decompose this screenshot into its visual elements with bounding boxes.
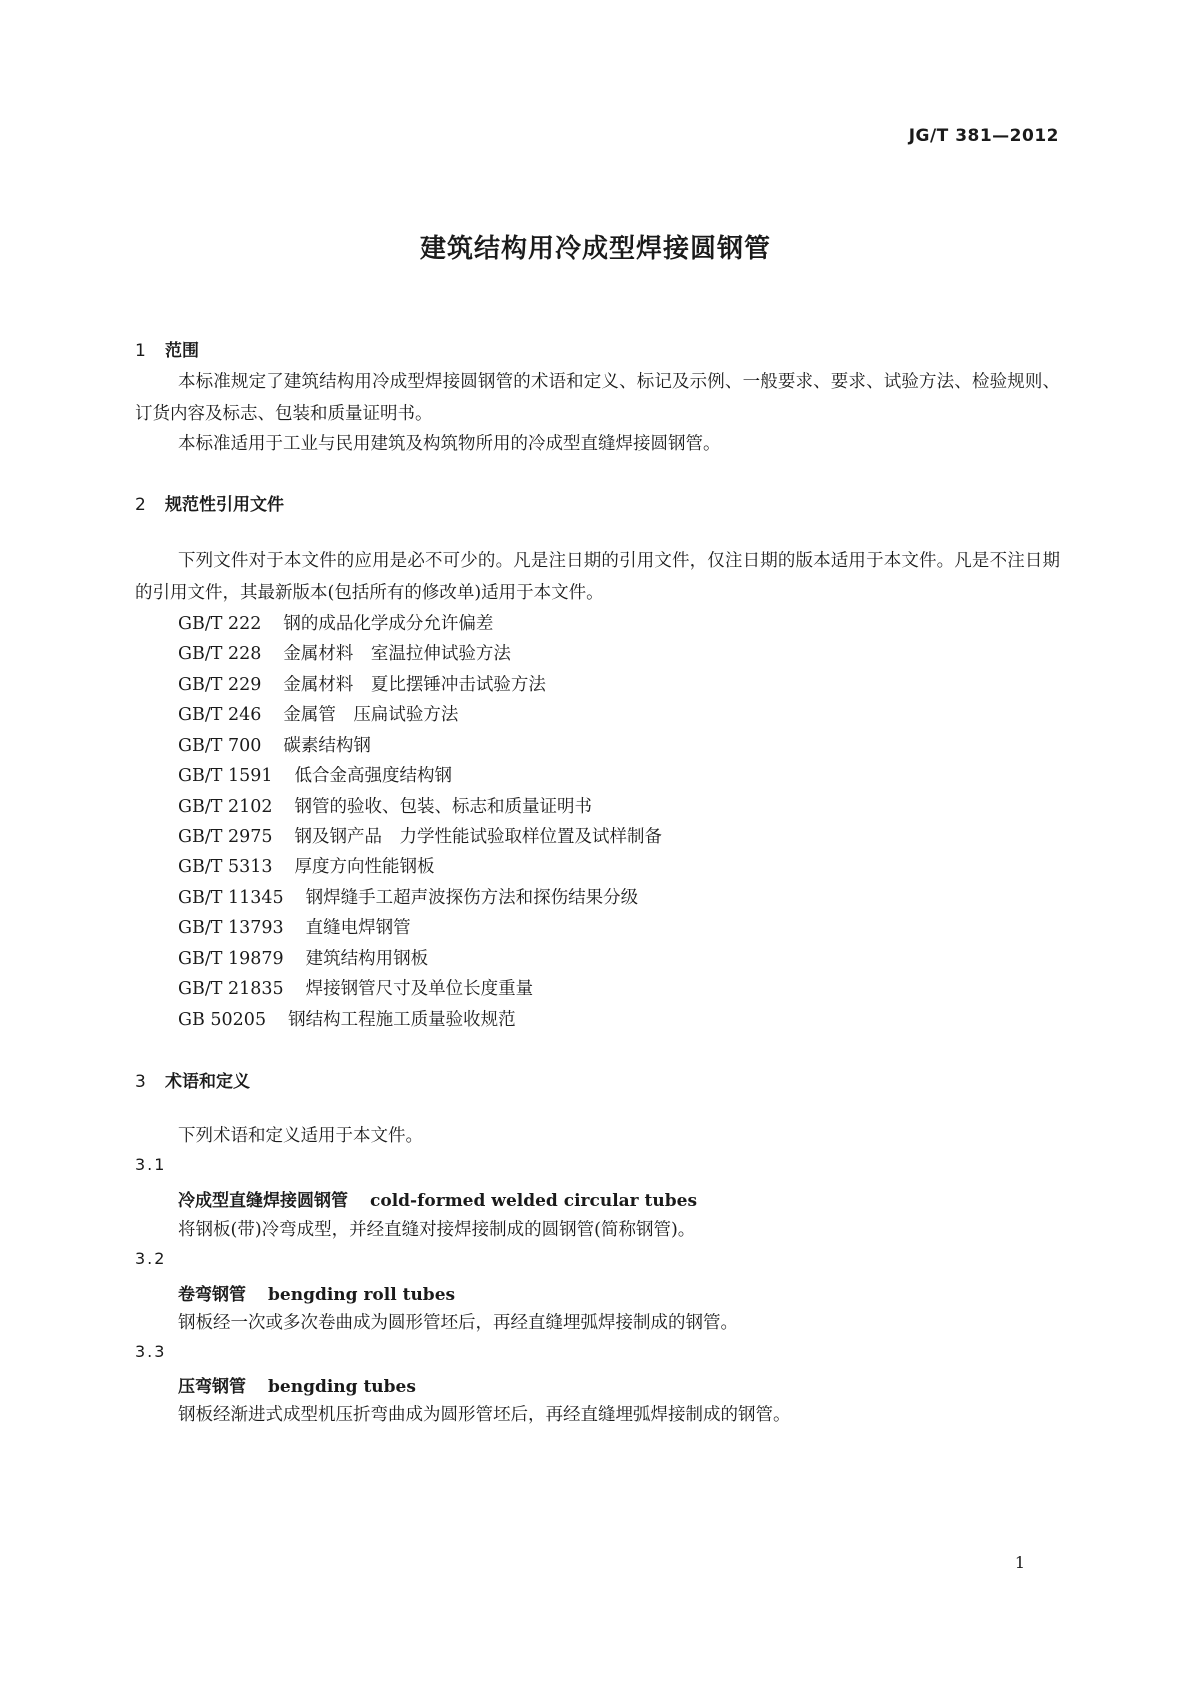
reference-code: GB/T 2975 [178,827,273,847]
reference-code: GB/T 246 [178,705,262,725]
reference-title: 低合金高强度结构钢 [294,766,453,786]
reference-code: GB/T 222 [178,614,262,634]
term-number: 3.3 [135,1342,167,1361]
reference-item [178,610,493,635]
reference-title: 金属材料 夏比摆锤冲击试验方法 [283,675,546,695]
section-number: 2 [135,495,146,515]
term-name-en: bengding roll tubes [268,1285,456,1305]
section-heading-scope [135,336,199,361]
reference-code: GB/T 1591 [178,766,273,786]
reference-code: GB/T 700 [178,736,262,756]
section-heading-terms [135,1067,250,1092]
reference-item [178,823,662,848]
term-name-cn: 冷成型直缝焊接圆钢管 [178,1191,348,1211]
scope-paragraph-1: 本标准规定了建筑结构用冷成型焊接圆钢管的术语和定义、标记及示例、一般要求、要求、试验方法、检验规则、订货内容及标志、包装和质量证明书。 [135,372,1060,424]
reference-code: GB/T 11345 [178,888,284,908]
term-name-cn: 卷弯钢管 [178,1285,246,1305]
reference-title: 厚度方向性能钢板 [294,857,435,877]
reference-code: GB/T 13793 [178,918,284,938]
reference-code: GB 50205 [178,1010,267,1030]
reference-title: 钢焊缝手工超声波探伤方法和探伤结果分级 [305,888,639,908]
term-definition: 将钢板(带)冷弯成型，并经直缝对接焊接制成的圆钢管(简称钢管)。 [178,1220,696,1240]
reference-title: 钢及钢产品 力学性能试验取样位置及试样制备 [294,827,663,847]
reference-item [178,793,592,818]
term-name [178,1186,697,1211]
reference-title: 建筑结构用钢板 [305,949,429,969]
term-name-cn: 压弯钢管 [178,1377,246,1397]
reference-title: 焊接钢管尺寸及单位长度重量 [305,979,534,999]
section-number: 1 [135,341,146,361]
reference-title: 钢管的验收、包装、标志和质量证明书 [294,797,593,817]
section-title: 范围 [165,341,199,361]
term-name-en: bengding tubes [268,1377,416,1397]
page-number: 1 [1014,1553,1025,1572]
reference-code: GB/T 19879 [178,949,284,969]
reference-title: 碳素结构钢 [283,736,371,756]
reference-item [178,762,452,787]
reference-item [178,853,435,878]
reference-item [178,732,371,757]
term-definition: 钢板经渐进式成型机压折弯曲成为圆形管坯后，再经直缝埋弧焊接制成的钢管。 [178,1405,791,1425]
reference-code: GB/T 229 [178,675,262,695]
reference-item [178,975,533,1000]
reference-item [178,884,638,909]
term-name [178,1372,416,1397]
term-number: 3.1 [135,1155,167,1174]
document-title: 建筑结构用冷成型焊接圆钢管 [419,234,771,264]
reference-title: 金属管 压扁试验方法 [283,705,459,725]
reference-item [178,1006,516,1031]
term-number: 3.2 [135,1249,167,1268]
reference-item [178,640,511,665]
reference-code: GB/T 2102 [178,797,273,817]
reference-title: 钢的成品化学成分允许偏差 [283,614,494,634]
reference-code: GB/T 21835 [178,979,284,999]
scope-paragraph-2: 本标准适用于工业与民用建筑及构筑物所用的冷成型直缝焊接圆钢管。 [178,434,721,454]
section-title: 术语和定义 [165,1072,250,1092]
section-number: 3 [135,1072,146,1092]
reference-item [178,671,546,696]
term-name [178,1280,455,1305]
reference-item [178,914,411,939]
reference-code: GB/T 5313 [178,857,273,877]
reference-title: 直缝电焊钢管 [305,918,411,938]
term-name-en: cold-formed welded circular tubes [370,1191,698,1211]
reference-title: 金属材料 室温拉伸试验方法 [283,644,511,664]
reference-title: 钢结构工程施工质量验收规范 [288,1010,516,1030]
reference-code: GB/T 228 [178,644,262,664]
term-definition: 钢板经一次或多次卷曲成为圆形管坯后，再经直缝埋弧焊接制成的钢管。 [178,1313,738,1333]
section-title: 规范性引用文件 [165,495,284,515]
references-intro: 下列文件对于本文件的应用是必不可少的。凡是注日期的引用文件，仅注日期的版本适用于本文件。凡是不注日期的引用文件，其最新版本(包括所有的修改单)适用于本文件。 [135,551,1060,603]
terms-intro: 下列术语和定义适用于本文件。 [178,1126,423,1146]
standard-code: JG/T 381—2012 [908,126,1059,146]
reference-item [178,701,458,726]
section-heading-normative-references [135,490,284,515]
reference-item [178,945,428,970]
